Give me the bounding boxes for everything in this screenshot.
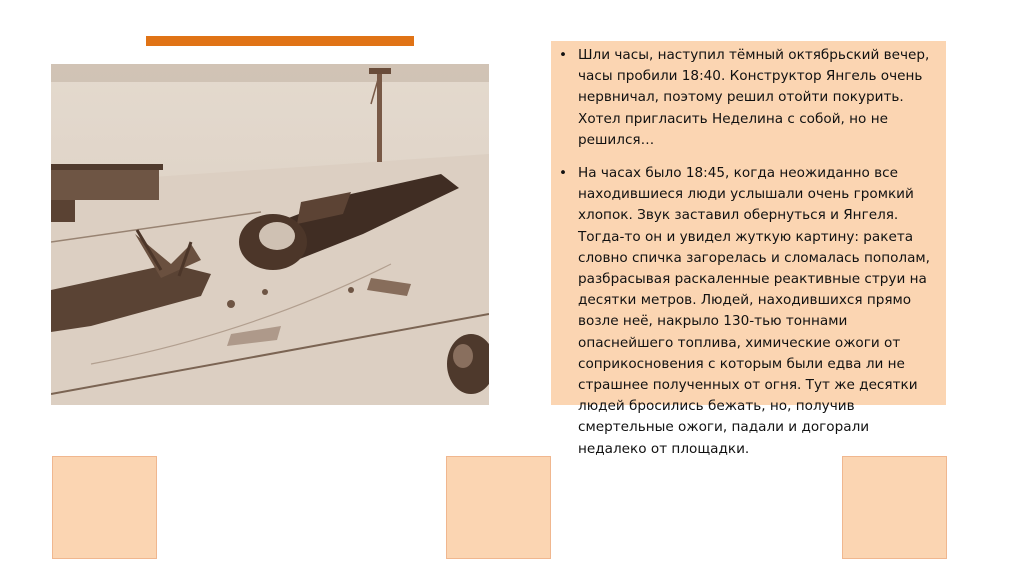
title-accent-bar — [146, 36, 414, 46]
rocket-wreckage-photo — [51, 64, 489, 405]
bullet-text-1: Шли часы, наступил тёмный октябрьский вечер, часы пробили 18:40. Конструктор Янгель очень нервничал, поэтому решил отойти покурить. Хотел пригласить Неделина с собой, но не решился… — [578, 47, 930, 148]
bullet-icon: • — [559, 47, 568, 63]
bullet-item-1 — [559, 45, 932, 151]
bullet-icon: • — [559, 165, 568, 182]
placeholder-tile-3 — [842, 456, 947, 559]
placeholder-tile-1 — [52, 456, 157, 559]
bullet-item-2 — [559, 163, 932, 460]
placeholder-tile-2 — [446, 456, 551, 559]
text-panel — [551, 41, 946, 457]
rocket-wreckage-photo-icon — [51, 64, 489, 405]
bullet-text-2: На часах было 18:45, когда неожиданно все находившиеся люди услышали очень громкий хлопок. Звук заставил обернуться и Янгеля. Тогда-то он и увидел жуткую картину: ракета словно спичка загорелась и сломалась пополам, разбрасывая раскаленные реактивные струи на десятки метров. Людей, находившихся прямо возле неё, накрыло 130-тью тоннами опаснейшего топлива, химические ожоги от соприкосновения с которым были едва ли не страшнее полученных от огня. Тут же десятки людей бросились бежать, но, получив смертельные ожоги, падали и догорали недалеко от площадки. — [578, 165, 930, 457]
